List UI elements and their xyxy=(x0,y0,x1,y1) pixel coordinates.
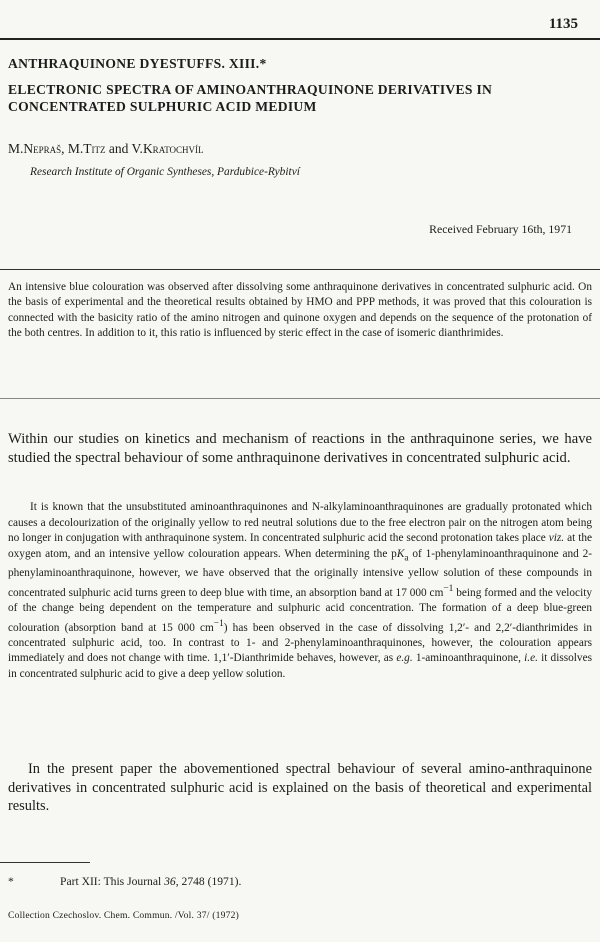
author-2: M.Titz xyxy=(67,141,106,156)
page-number: 1135 xyxy=(548,16,578,32)
body-paragraph: It is known that the unsubstituted aminoanthraquinones and N-alkylaminoanthraquinones are gradually protonated which causes a decolourization of the originally yellow to red neutral solutions due to the free electron pair on the nitrogen atom being no longer in conjugation with anthraquinone system. In concentrated sulphuric acid the second protonation takes place viz. at the oxygen atom, and an intensive yellow colouration appears. When determining the $pK_a$ of 1-phenylaminoanthraquinone and 2-phenylaminoanthraquinone, however, we have observed that the originally intensive yellow solution of these compounds in concentrated sulphuric acid turns green to deep blue with time, an absorption band at 17 000 $cm^{-1}$ being formed and the velocity of the change being dependent on the temperature and sulphuric acid concentration. The formation of a deep blue-green colouration (absorption band at 15 000 $cm^{-1}$) has been observed in the case of dissolving 1,2′- and 2,2′-dianthrimides in concentrated sulphuric acid, too. In contrast to 1- and 2-phenylaminoanthraquinones, however, the colouration appears immediately and does not change with time. 1,1′-Dianthrimide behaves, however, as e.g. 1-aminoanthraquinone, i.e. it dissolves in concentrated sulphuric acid to give a deep yellow solution. xyxy=(8,501,592,680)
author-1: M.Nepraš xyxy=(8,141,62,156)
intro-paragraph: Within our studies on kinetics and mechanism of reactions in the anthraquinone series, we have studied the spectral behaviour of some anthraquinone derivatives in concentrated sulphuric acid. xyxy=(8,431,592,466)
author-list xyxy=(8,141,204,157)
closing-paragraph: In the present paper the abovementioned spectral behaviour of several amino-anthraquinone derivatives in concentrated sulphuric acid is explained on the basis of theoretical and experimental results. xyxy=(8,761,592,814)
abstract: An intensive blue colouration was observed after dissolving some anthraquinone derivatives in concentrated sulphuric acid. On the basis of experimental and the theoretical results obtained by HMO and PPP methods, it was proved that this colouration is connected with the basicity ratio of the amino nitrogen and quinone oxygen and depends on the sequence of the protonation of the both centres. In addition to it, this ratio is influenced by steric effect in the case of isomeric dianthrimides. xyxy=(8,281,592,340)
journal-footer: Collection Czechoslov. Chem. Commun. /Vol. 37/ (1972) xyxy=(8,910,239,921)
pka-symbol: K xyxy=(396,547,405,560)
article-title: ELECTRONIC SPECTRA OF AMINOANTHRAQUINONE DERIVATIVES IN CONCENTRATED SULPHURIC ACID MEDIUM xyxy=(8,82,493,114)
abstract-rule-bottom xyxy=(0,398,600,399)
abstract-rule-top xyxy=(0,269,600,270)
footnote-rule xyxy=(0,862,90,863)
author-separator: and xyxy=(105,141,132,156)
author-3: V.Kratochvíl xyxy=(131,141,204,156)
series-title: ANTHRAQUINONE DYESTUFFS. XIII.* xyxy=(8,56,267,71)
footnote-mark: * xyxy=(8,875,14,888)
footnote: * Part XII: This Journal 36, 2748 (1971). xyxy=(8,875,242,888)
received-date: Received February 16th, 1971 xyxy=(429,222,572,236)
affiliation: Research Institute of Organic Syntheses, Pardubice-Rybitví xyxy=(30,166,300,178)
author-separator: , xyxy=(61,141,68,156)
header-rule xyxy=(0,38,600,40)
